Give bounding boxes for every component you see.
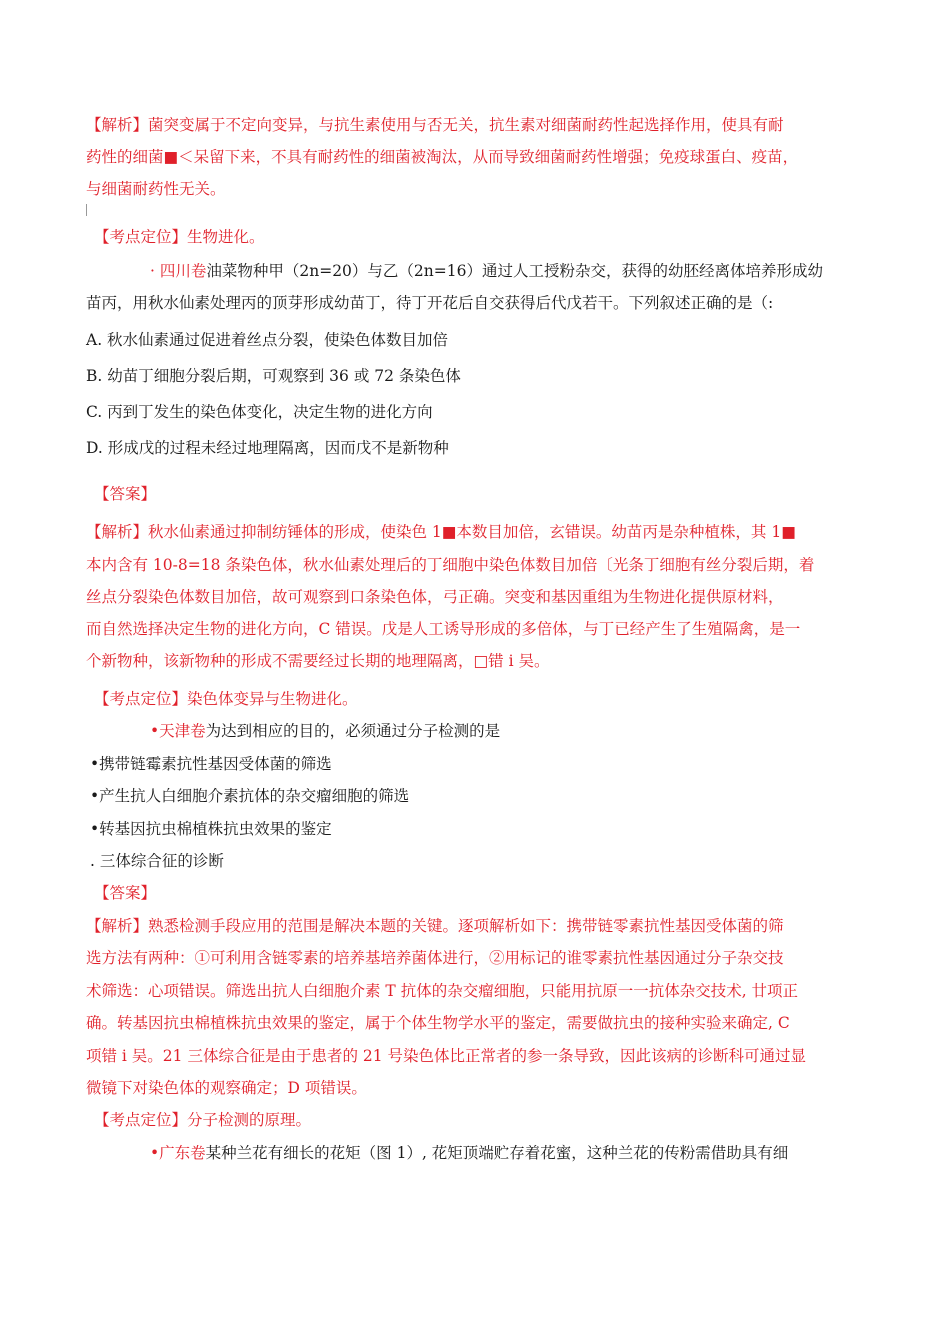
analysis-line: 微镜下对染色体的观察确定；D 项错误。 xyxy=(86,1079,367,1097)
kaodian-line: 【考点定位】生物进化。 xyxy=(94,228,265,246)
option-item: •产生抗人白细胞介素抗体的杂交瘤细胞的筛选 xyxy=(90,787,410,805)
question-stem-text: 油菜物种甲（2n=20）与乙（2n=16）通过人工授粉杂交，获得的幼胚经离体培养形成幼 xyxy=(206,262,823,280)
analysis-line: 确。转基因抗虫棉植株抗虫效果的鉴定，属于个体生物学水平的鉴定，需要做抗虫的接种实验来确定, C xyxy=(86,1014,790,1032)
kaodian-line: 【考点定位】染色体变异与生物进化。 xyxy=(94,690,358,708)
kaodian-line: 【考点定位】分子检测的原理。 xyxy=(94,1111,312,1129)
question-source: •广东卷 xyxy=(150,1144,206,1162)
analysis-line: 个新物种，该新物种的形成不需要经过长期的地理隔离，□错 i 吴。 xyxy=(86,652,550,670)
analysis-line: 选方法有两种：①可利用含链零素的培养基培养菌体进行，②用标记的谁零素抗性基因通过分子杂交技 xyxy=(86,949,784,967)
answer-label: 【答案】 xyxy=(94,485,157,503)
question-stem xyxy=(150,261,823,281)
question-source: •天津卷 xyxy=(150,722,206,740)
option-b: B. 幼苗丁细胞分裂后期，可观察到 36 或 72 条染色体 xyxy=(86,367,461,385)
option-d: D. 形成戊的过程未经过地理隔离，因而戊不是新物种 xyxy=(86,439,449,457)
analysis-line: 而自然选择决定生物的进化方向，C 错误。戊是人工诱导形成的多倍体，与丁已经产生了生殖隔禽，是一 xyxy=(86,620,801,638)
analysis-line: 项错 i 吴。21 三体综合征是由于患者的 21 号染色体比正常者的参一条导致，因此该病的诊断科可通过显 xyxy=(86,1047,807,1065)
option-c: C. 丙到丁发生的染色体变化，决定生物的进化方向 xyxy=(86,403,433,421)
analysis-line: 【解析】菌突变属于不定向变异，与抗生素使用与否无关，抗生素对细菌耐药性起选择作用，使具有耐 xyxy=(86,116,784,134)
analysis-line: 丝点分裂染色体数目加倍，故可观察到口条染色体，弓正确。突变和基因重组为生物进化提供原材料， xyxy=(86,588,784,606)
option-a: A. 秋水仙素通过促进着丝点分裂，使染色体数目加倍 xyxy=(86,331,449,349)
analysis-line: 药性的细菌■＜呆留下来，不具有耐药性的细菌被淘汰，从而导致细菌耐药性增强；免疫球蛋白、疫苗， xyxy=(86,148,799,166)
analysis-line: 本内含有 10-8=18 条染色体，秋水仙素处理后的丁细胞中染色体数目加倍〔光条丁细胞有丝分裂后期，着 xyxy=(86,556,815,574)
question-stem-text: 某种兰花有细长的花矩（图 1）, 花矩顶端贮存着花蜜，这种兰花的传粉需借助具有细 xyxy=(205,1144,789,1162)
option-item: •转基因抗虫棉植株抗虫效果的鉴定 xyxy=(90,820,332,838)
text-cursor-mark xyxy=(86,204,87,216)
analysis-line: 【解析】秋水仙素通过抑制纺锤体的形成，使染色 1■本数目加倍，玄错误。幼苗丙是杂种植株，其 1■ xyxy=(86,523,796,541)
question-stem xyxy=(150,1143,788,1163)
question-source: · 四川卷 xyxy=(150,262,207,280)
analysis-line: 术筛选：心项错误。筛选出抗人白细胞介素 T 抗体的杂交瘤细胞，只能用抗原一一抗体杂交技术, 廿项正 xyxy=(86,982,799,1000)
answer-label: 【答案】 xyxy=(94,884,157,902)
analysis-line: 【解析】熟悉检测手段应用的范围是解决本题的关键。逐项解析如下：携带链零素抗性基因受体菌的筛 xyxy=(86,917,784,935)
question-stem-cont: 苗丙，用秋水仙素处理丙的顶芽形成幼苗丁，待丁开花后自交获得后代戊若干。下列叙述正确的是（: xyxy=(86,294,774,312)
analysis-line: 与细菌耐药性无关。 xyxy=(86,180,226,198)
question-stem xyxy=(150,721,500,741)
option-item: •携带链霉素抗性基因受体菌的筛选 xyxy=(90,755,332,773)
option-item: . 三体综合征的诊断 xyxy=(90,852,224,870)
question-stem-text: 为达到相应的目的，必须通过分子检测的是 xyxy=(205,722,501,740)
